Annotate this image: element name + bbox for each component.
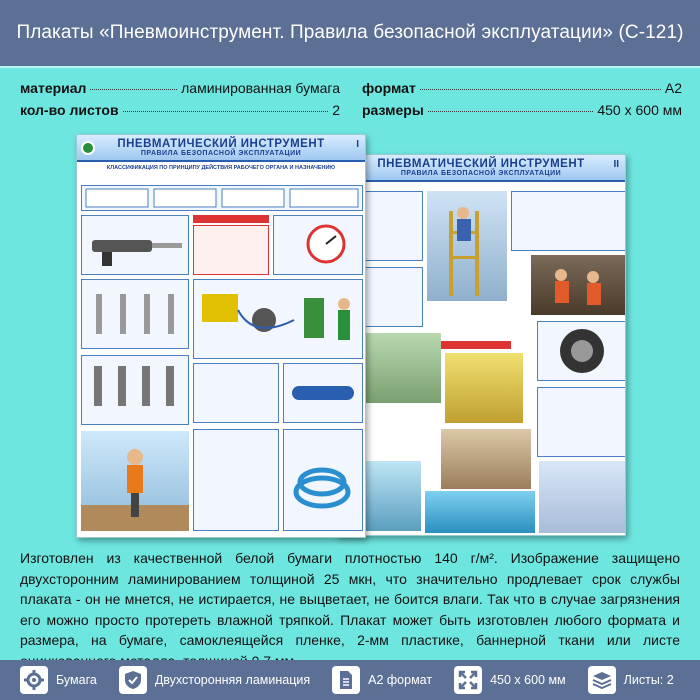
poster-logo-icon bbox=[81, 141, 95, 155]
poster-2-illustration-house bbox=[539, 461, 626, 533]
spec-dots bbox=[90, 89, 177, 90]
poster-1-number: I bbox=[356, 139, 359, 150]
poster-1-section-title: КЛАССИФИКАЦИЯ ПО ПРИНЦИПУ ДЕЙСТВИЯ РАБОЧЕГО ОРГАНА И НАЗНАЧЕНИЮ bbox=[106, 165, 336, 171]
spec-material-value: ламинированная бумага bbox=[181, 80, 340, 96]
poster-1-connection-scheme bbox=[193, 279, 363, 359]
poster-2-content bbox=[341, 191, 621, 531]
poster-2-text-block bbox=[511, 191, 626, 251]
poster-1-warning-bar bbox=[193, 215, 269, 223]
feature-paper bbox=[20, 660, 97, 700]
poster-1-coil-block bbox=[283, 429, 363, 531]
poster-1-content bbox=[81, 185, 361, 533]
poster-1-nozzles-block bbox=[81, 279, 189, 349]
poster-2-illustration-repair bbox=[441, 429, 531, 489]
poster-1-subtitle: ПРАВИЛА БЕЗОПАСНОЙ ЭКСПЛУАТАЦИИ bbox=[140, 150, 302, 157]
spec-material bbox=[20, 80, 340, 96]
poster-2-text-block bbox=[537, 321, 626, 381]
spec-format-key: формат bbox=[362, 80, 416, 96]
poster-2-number: II bbox=[613, 159, 619, 170]
poster-1-text-block bbox=[193, 429, 279, 531]
feature-format bbox=[332, 660, 432, 700]
spec-sheets bbox=[20, 102, 340, 118]
feature-sheets-label: Листы: 2 bbox=[623, 673, 674, 687]
poster-1-tools-block bbox=[81, 355, 189, 425]
spec-dots bbox=[420, 89, 661, 90]
spec-dots bbox=[123, 111, 329, 112]
poster-sheet-1[interactable] bbox=[76, 134, 366, 538]
poster-1-gauge-block bbox=[273, 215, 363, 275]
poster-2-illustration-machine bbox=[445, 353, 523, 423]
layers-icon bbox=[588, 666, 616, 694]
header-divider bbox=[0, 66, 700, 68]
page-title: Плакаты «Пневмоинструмент. Правила безопасной эксплуатации» (С-121) bbox=[16, 22, 684, 43]
spec-size bbox=[362, 102, 682, 118]
spec-sheets-value: 2 bbox=[332, 102, 340, 118]
spec-dots bbox=[428, 111, 594, 112]
poster-2-warning-bar bbox=[441, 341, 511, 349]
poster-1-worker-illustration bbox=[81, 431, 189, 531]
poster-2-title: ПНЕВМАТИЧЕСКИЙ ИНСТРУМЕНТ bbox=[377, 158, 585, 170]
feature-format-label: А2 формат bbox=[368, 673, 433, 687]
features-bar bbox=[0, 660, 700, 700]
feature-paper-label: Бумага bbox=[56, 673, 97, 687]
poster-sheet-2[interactable] bbox=[336, 154, 626, 536]
spec-format bbox=[362, 80, 682, 96]
poster-1-hose-block bbox=[283, 363, 363, 423]
poster-2-subtitle: ПРАВИЛА БЕЗОПАСНОЙ ЭКСПЛУАТАЦИИ bbox=[400, 170, 562, 177]
page-header bbox=[0, 0, 700, 66]
product-description: Изготовлен из качественной белой бумаги плотностью 140 г/м². Изображение защищено двухсторонним ламинированием толщиной 25 мкн, что значительно продлевает срок службы плаката - он не мнется, не истирается, не выцветает, не боится влаги. Так что в случае загрязнения его можно просто протереть влажной тряпкой. Плакат может быть изготовлен любого формата и размера, на бумаге, самоклеящейся пленке, 2-мм пластике, баннерной ткани или листе bbox=[20, 550, 680, 648]
poster-preview[interactable] bbox=[0, 130, 700, 540]
document-icon bbox=[332, 666, 360, 694]
feature-lamination bbox=[119, 660, 310, 700]
poster-2-header bbox=[337, 155, 625, 182]
poster-1-header bbox=[77, 135, 365, 162]
poster-1-hammer-block bbox=[81, 215, 189, 275]
poster-1-prohibition-block bbox=[193, 225, 269, 275]
spec-material-key: материал bbox=[20, 80, 87, 96]
poster-2-text-block bbox=[537, 387, 626, 457]
spec-format-value: А2 bbox=[664, 80, 682, 96]
spec-size-value: 450 х 600 мм bbox=[597, 102, 682, 118]
feature-size-label: 450 х 600 мм bbox=[490, 673, 566, 687]
poster-1-title: ПНЕВМАТИЧЕСКИЙ ИНСТРУМЕНТ bbox=[117, 138, 325, 150]
spec-size-key: размеры bbox=[362, 102, 424, 118]
poster-1-classification-row bbox=[81, 185, 363, 211]
poster-2-illustration-workers bbox=[531, 255, 626, 315]
feature-sheets bbox=[588, 660, 674, 700]
feature-lamination-label: Двухсторонняя ламинация bbox=[154, 673, 311, 687]
spec-sheets-key: кол-во листов bbox=[20, 102, 119, 118]
gear-icon bbox=[20, 666, 48, 694]
feature-size bbox=[454, 660, 566, 700]
shield-check-icon bbox=[119, 666, 147, 694]
poster-1-protection-block bbox=[193, 363, 279, 423]
expand-arrows-icon bbox=[454, 666, 482, 694]
poster-2-illustration-ladder bbox=[427, 191, 507, 301]
poster-2-illustration-pool bbox=[425, 491, 535, 533]
